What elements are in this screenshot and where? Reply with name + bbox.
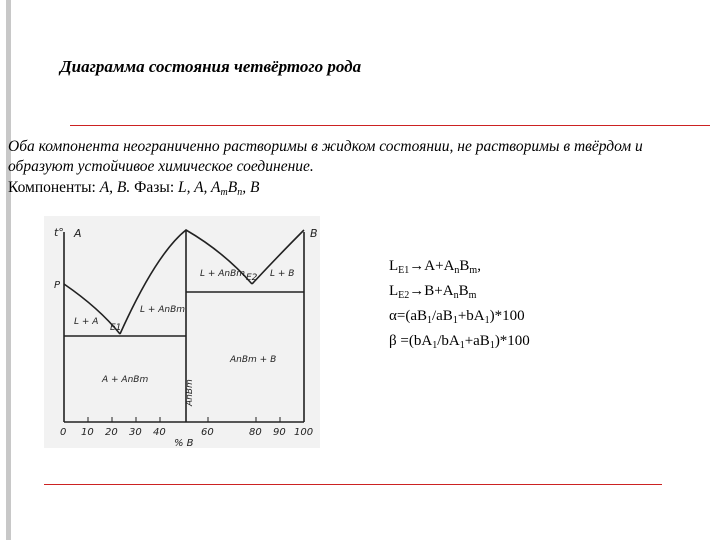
x-tick-label: 90: [273, 427, 286, 438]
beta-symbol: β: [389, 333, 397, 349]
phases-sub-m: m: [220, 187, 228, 198]
phases-label: Фазы:: [134, 179, 175, 196]
formula-3-part-c: +bA: [457, 308, 485, 324]
formula-4-sub-1: 1: [432, 340, 438, 351]
formula-2-rhs: B+A: [424, 283, 454, 299]
formula-2-sub-m: m: [468, 290, 477, 301]
formula-1-end: ,: [477, 258, 481, 274]
formula-line-1: [389, 256, 530, 281]
phases-value: L, A, A: [178, 179, 221, 196]
bottom-rule: [44, 484, 662, 485]
phases-sub-n: n: [237, 187, 243, 198]
formula-4-sub-2: 1: [459, 340, 465, 351]
formula-line-beta: [389, 331, 530, 356]
compound-label: AnBm: [185, 379, 195, 406]
formula-1-sub-n: n: [454, 265, 460, 276]
formula-2-sub: E2: [398, 290, 410, 301]
region-l-anbm-right: L + AnBm: [200, 269, 246, 279]
formula-1-rhs: A+A: [424, 258, 455, 274]
formula-4-part-d: )*100: [494, 333, 530, 349]
x-tick-label: 80: [249, 427, 262, 438]
formulas-block: [389, 256, 530, 356]
formula-4-part-a: =(bA: [396, 333, 433, 349]
formula-2-main: L: [389, 283, 399, 299]
region-a-anbm: A + AnBm: [102, 375, 149, 385]
formula-4-part-b: /bA: [437, 333, 460, 349]
left-accent-bar: [6, 0, 11, 540]
formula-3-sub-1: 1: [426, 315, 432, 326]
formula-2-b: B: [458, 283, 469, 299]
x-tick-label: 60: [201, 427, 214, 438]
formula-1-sub-m: m: [469, 265, 478, 276]
slide-title: Диаграмма состояния четвёртого рода: [60, 57, 362, 76]
region-l-a: L + A: [74, 317, 99, 327]
formula-4-sub-3: 1: [489, 340, 495, 351]
slide-description: Оба компонента неограниченно растворимы в жидком состоянии, не растворимы в твёрдом и образуют устойчивое химическое соединение.: [8, 138, 643, 175]
formula-4-part-c: +aB: [464, 333, 490, 349]
x-tick-label: 10: [81, 427, 94, 438]
title-rule: [70, 125, 710, 126]
formula-2-sub-n: n: [453, 290, 459, 301]
x-axis-label: % B: [174, 438, 194, 448]
formula-1-sub: E1: [398, 265, 410, 276]
formula-3-part-b: /aB: [431, 308, 453, 324]
x-tick-label: 100: [294, 427, 314, 438]
right-axis-letter: B: [310, 227, 318, 240]
region-anbm-b: AnBm + B: [230, 355, 277, 365]
y-axis-label: t°: [54, 226, 64, 239]
components-label: Компоненты:: [8, 179, 96, 196]
x-tick-label: 30: [129, 427, 142, 438]
phases-end: , B: [242, 179, 260, 196]
alpha-symbol: α: [389, 308, 397, 324]
x-tick-label: 0: [60, 427, 67, 438]
formula-line-2: [389, 281, 530, 306]
x-tick-label: 20: [105, 427, 118, 438]
formula-3-sub-3: 1: [484, 315, 490, 326]
region-l-anbm-left: L + AnBm: [140, 305, 186, 315]
formula-3-part-a: =(aB: [396, 308, 427, 324]
formula-line-alpha: [389, 306, 530, 331]
phase-diagram: [44, 216, 320, 448]
components-value: A, B.: [99, 179, 131, 196]
components-phases-line: [8, 178, 259, 203]
left-axis-letter: A: [74, 227, 82, 240]
point-e1-label: E1: [110, 323, 122, 333]
point-p-label: P: [54, 280, 61, 291]
x-tick-label: 40: [153, 427, 166, 438]
point-e2-label: E2: [246, 273, 258, 283]
formula-3-sub-2: 1: [452, 315, 458, 326]
formula-1-main: L: [389, 258, 399, 274]
arrow-icon: →: [409, 258, 425, 274]
formula-3-part-d: )*100: [489, 308, 525, 324]
diagram-background: [44, 216, 320, 448]
arrow-icon: →: [409, 283, 425, 299]
formula-1-b: B: [459, 258, 470, 274]
phases-b: B: [227, 179, 238, 196]
region-l-b: L + B: [270, 269, 295, 279]
